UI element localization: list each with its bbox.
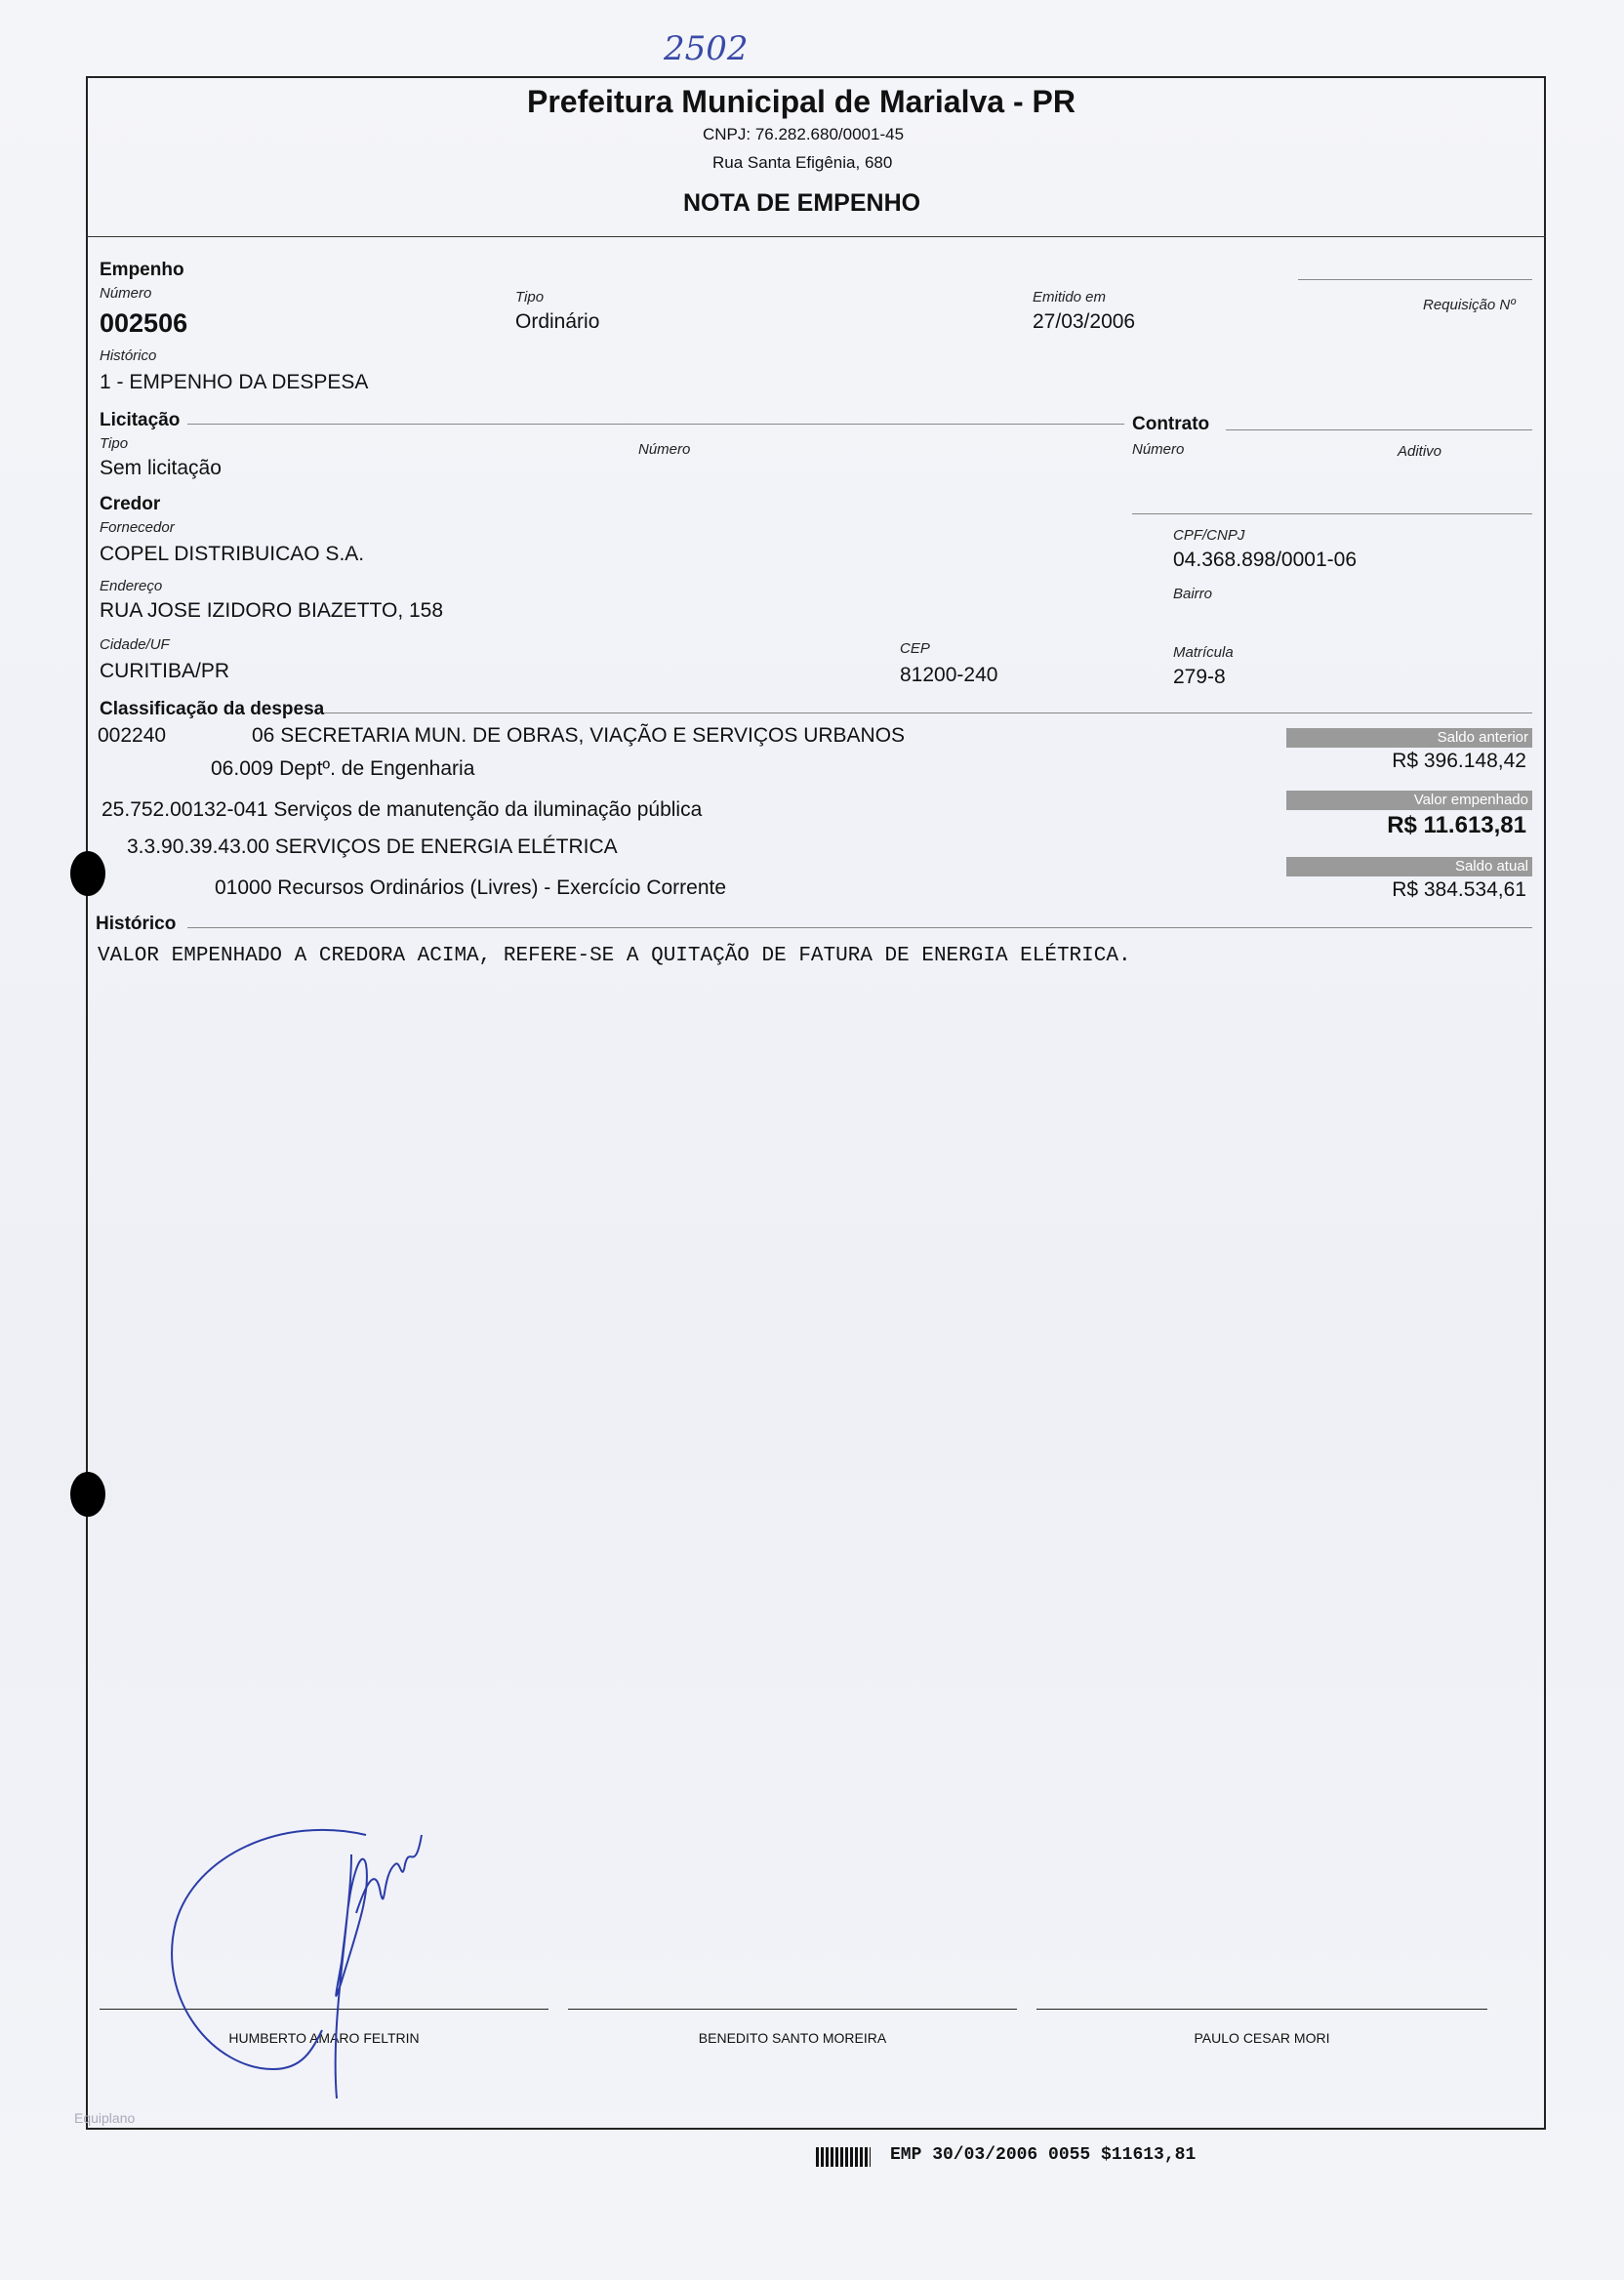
licitacao-rule: [187, 424, 1124, 425]
orgao-line: 06 SECRETARIA MUN. DE OBRAS, VIAÇÃO E SERVIÇOS URBANOS: [252, 724, 906, 747]
cnpj-text: CNPJ: 76.282.680/0001-45: [703, 125, 905, 143]
contrato-aditivo-label: Aditivo: [1398, 443, 1442, 460]
licitacao-numero-label: Número: [638, 441, 691, 458]
licitacao-tipo: Sem licitação: [100, 457, 222, 479]
matricula-label: Matrícula: [1173, 644, 1234, 661]
cidade-value: CURITIBA/PR: [100, 660, 230, 682]
endereco-value: RUA JOSE IZIDORO BIAZETTO, 158: [100, 599, 444, 622]
empenho-rule: [1298, 279, 1532, 280]
cep-value: 81200-240: [900, 664, 998, 686]
handwritten-signature: [156, 1815, 449, 2108]
saldo-atual-label: Saldo atual: [1286, 857, 1532, 876]
historico-section-label: Histórico: [96, 914, 177, 934]
endereco-label: Endereço: [100, 578, 163, 594]
valor-empenhado-value: R$ 11.613,81: [1387, 812, 1526, 838]
signature-line: [568, 2009, 1017, 2010]
unidade-line: 06.009 Deptº. de Engenharia: [211, 757, 475, 780]
signatory-1: HUMBERTO AMARO FELTRIN: [228, 2030, 420, 2046]
classificacao-section-label: Classificação da despesa: [100, 699, 325, 719]
cep-label: CEP: [900, 640, 930, 657]
emitido-date: 27/03/2006: [1033, 310, 1136, 333]
contrato-rule: [1226, 429, 1532, 430]
empenho-number: 002506: [100, 308, 188, 338]
credor-rule: [1132, 513, 1532, 514]
historico-rule: [187, 927, 1532, 928]
fornecedor-label: Fornecedor: [100, 519, 175, 536]
emitido-label: Emitido em: [1033, 289, 1107, 305]
classificacao-rule: [324, 712, 1532, 713]
handwritten-number: 2502: [664, 29, 749, 68]
cpf-cnpj-value: 04.368.898/0001-06: [1173, 549, 1358, 571]
contrato-numero-label: Número: [1132, 441, 1185, 458]
punch-hole: [70, 1472, 105, 1517]
funcional-line: 25.752.00132-041 Serviços de manutenção da iluminação pública: [102, 798, 703, 821]
signature-line: [1036, 2009, 1487, 2010]
fornecedor-name: COPEL DISTRIBUICAO S.A.: [100, 543, 365, 565]
document-title: NOTA DE EMPENHO: [683, 189, 921, 217]
saldo-atual-value: R$ 384.534,61: [1392, 878, 1526, 901]
signatory-2: BENEDITO SANTO MOREIRA: [698, 2030, 887, 2046]
valor-empenhado-label: Valor empenhado: [1286, 791, 1532, 810]
empenho-numero-label: Número: [100, 285, 152, 302]
municipality-title: Prefeitura Municipal de Marialva - PR: [527, 84, 1076, 119]
recurso-line: 01000 Recursos Ordinários (Livres) - Exercício Corrente: [215, 876, 727, 899]
header-divider: [86, 236, 1546, 237]
historico-text: VALOR EMPENHADO A CREDORA ACIMA, REFERE-SE A QUITAÇÃO DE FATURA DE ENERGIA ELÉTRICA.: [98, 945, 1131, 967]
saldo-anterior-label: Saldo anterior: [1286, 728, 1532, 748]
mechanical-stamp: EMP 30/03/2006 0055 $11613,81: [890, 2145, 1197, 2165]
empenho-historico: 1 - EMPENHO DA DESPESA: [100, 371, 369, 393]
empenho-historico-label: Histórico: [100, 347, 157, 364]
barcode-icon: [816, 2147, 871, 2167]
contrato-section-label: Contrato: [1132, 414, 1210, 434]
bairro-label: Bairro: [1173, 586, 1213, 602]
saldo-anterior-value: R$ 396.148,42: [1392, 750, 1526, 772]
cidade-label: Cidade/UF: [100, 636, 170, 653]
empenho-section-label: Empenho: [100, 260, 184, 280]
licitacao-tipo-label: Tipo: [100, 435, 129, 452]
signatory-3: PAULO CESAR MORI: [1194, 2030, 1330, 2046]
punch-hole: [70, 851, 105, 896]
credor-section-label: Credor: [100, 494, 161, 514]
matricula-value: 279-8: [1173, 666, 1226, 688]
empenho-tipo-label: Tipo: [515, 289, 545, 305]
address-text: Rua Santa Efigênia, 680: [712, 153, 893, 172]
licitacao-section-label: Licitação: [100, 410, 181, 430]
elemento-line: 3.3.90.39.43.00 SERVIÇOS DE ENERGIA ELÉTRICA: [127, 835, 618, 858]
empenho-tipo: Ordinário: [515, 310, 600, 333]
equiplano-brand: Equiplano: [74, 2110, 136, 2126]
requisicao-label: Requisição Nº: [1423, 297, 1516, 313]
dotacao-code: 002240: [98, 724, 167, 747]
cpf-cnpj-label: CPF/CNPJ: [1173, 527, 1245, 544]
